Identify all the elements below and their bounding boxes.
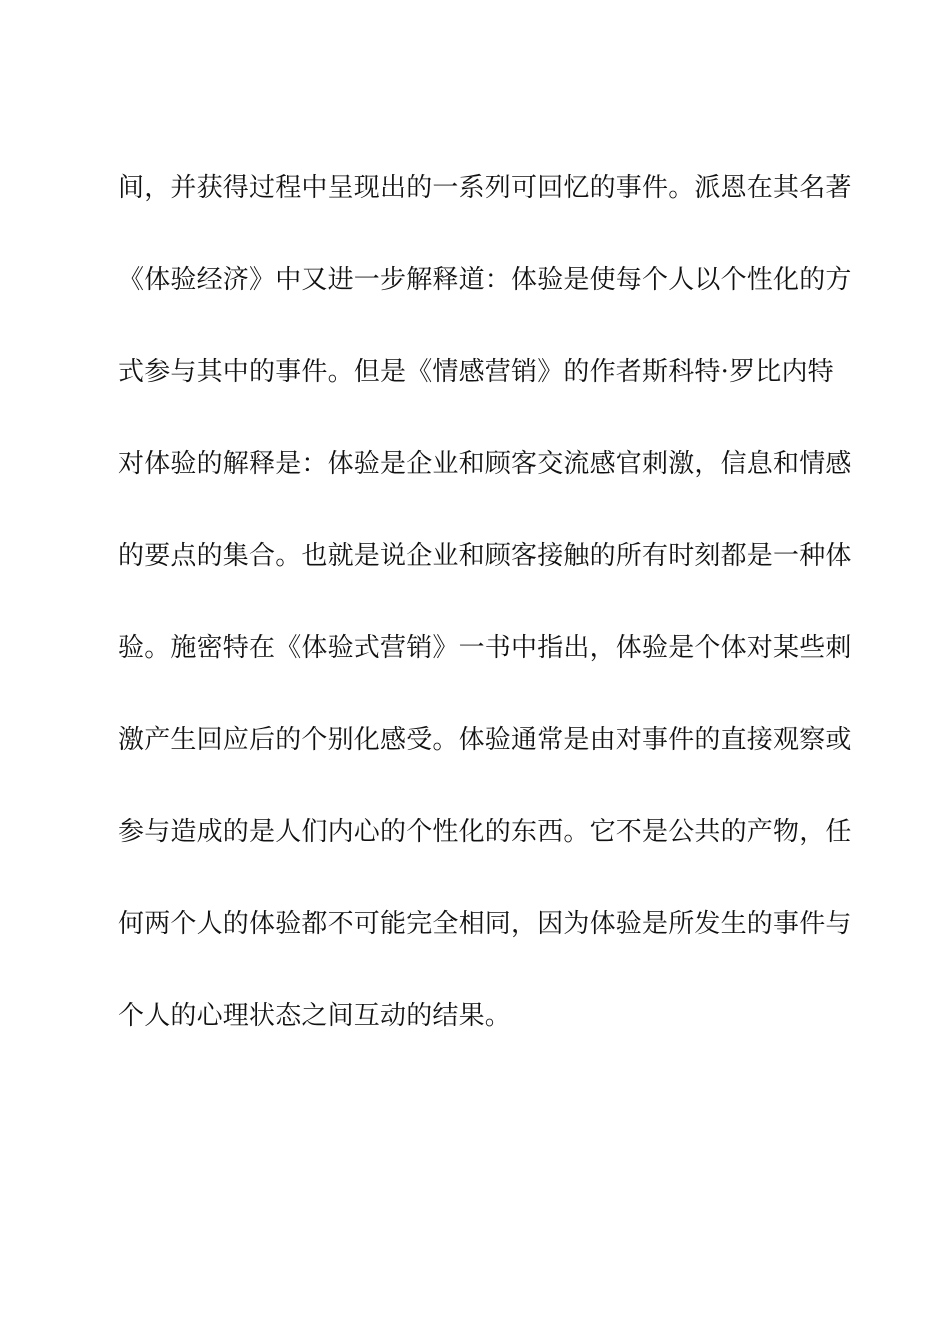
text-line: 《体验经济》中又进一步解释道：体验是使每个人以个性化的方: [118, 265, 852, 295]
text-line: 的要点的集合。也就是说企业和顾客接触的所有时刻都是一种体: [118, 541, 852, 571]
text-line: 个人的心理状态之间互动的结果。: [118, 1001, 512, 1031]
text-line: 对体验的解释是：体验是企业和顾客交流感官刺激，信息和情感: [118, 449, 852, 479]
text-line: 验。施密特在《体验式营销》一书中指出，体验是个体对某些刺: [118, 633, 852, 663]
text-line: 间，并获得过程中呈现出的一系列可回忆的事件。派恩在其名著: [118, 173, 852, 203]
text-line: 何两个人的体验都不可能完全相同，因为体验是所发生的事件与: [118, 909, 852, 939]
text-line: 激产生回应后的个别化感受。体验通常是由对事件的直接观察或: [118, 725, 852, 755]
text-line: 式参与其中的事件。但是《情感营销》的作者斯科特·罗比内特: [118, 357, 834, 387]
text-line: 参与造成的是人们内心的个性化的东西。它不是公共的产物，任: [118, 817, 852, 847]
paragraph: [118, 166, 852, 1086]
